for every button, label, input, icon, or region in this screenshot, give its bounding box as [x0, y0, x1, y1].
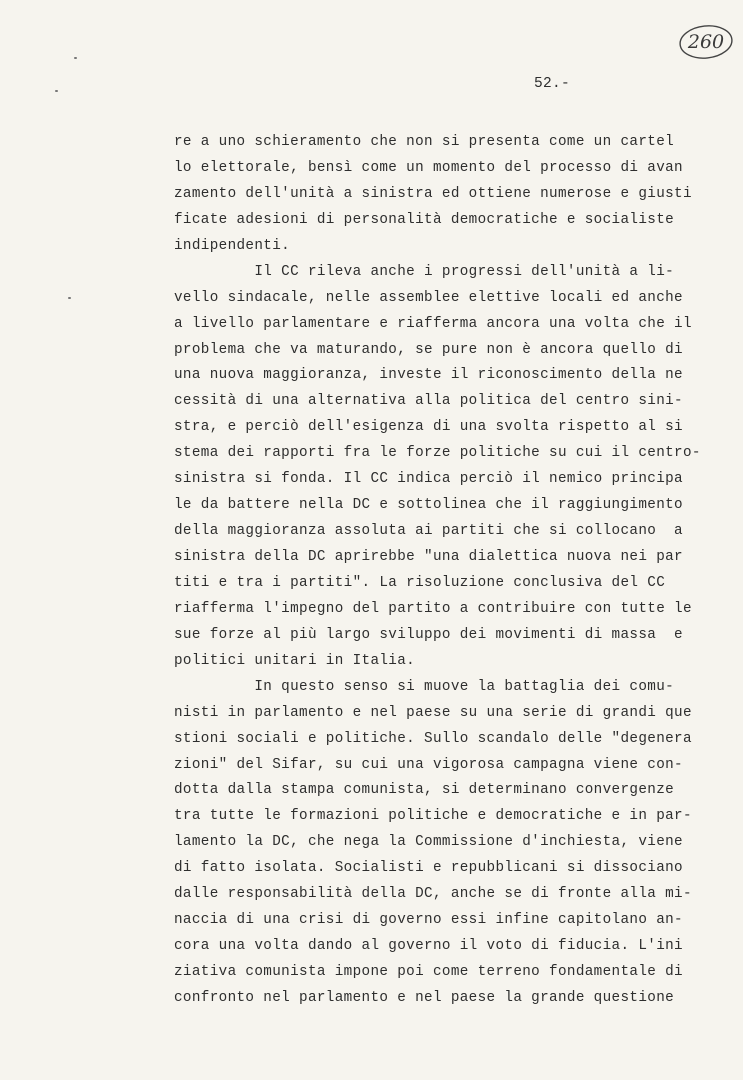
text-line: riafferma l'impegno del partito a contribuire con tutte le [174, 600, 692, 617]
text-line: dotta dalla stampa comunista, si determinano convergenze [174, 782, 675, 799]
text-line: di fatto isolata. Socialisti e repubblicani si dissociano [174, 860, 683, 877]
paper-speck [74, 57, 77, 59]
text-line: sinistra della DC aprirebbe "una dialettica nuova nei par [174, 549, 683, 565]
archive-number-text: 260 [687, 31, 725, 53]
text-line: stioni sociali e politiche. Sullo scandalo delle "degenera [174, 730, 692, 747]
archive-number-stamp [676, 22, 736, 62]
text-line: ficate adesioni di personalità democratiche e socialiste [174, 211, 675, 228]
text-line: stema dei rapporti fra le forze politiche su cui il centro- [174, 445, 701, 462]
text-line: confronto nel parlamento e nel paese la grande questione [174, 989, 675, 1006]
text-line: dalle responsabilità della DC, anche se di fronte alla mi- [174, 886, 692, 903]
text-line: cora una volta dando al governo il voto di fiducia. L'ini [174, 938, 683, 955]
text-line: zioni" del Sifar, su cui una vigorosa campagna viene con- [174, 756, 683, 773]
text-line: sue forze al più largo sviluppo dei movimenti di massa e [174, 626, 683, 643]
text-line: In questo senso si muove la battaglia dei comu- [174, 678, 675, 695]
text-line: problema che va maturando, se pure non è ancora quello di [174, 341, 683, 358]
text-line: lamento la DC, che nega la Commissione d'inchiesta, viene [174, 834, 683, 851]
text-line: lo elettorale, bensì come un momento del processo di avan [174, 159, 683, 176]
text-line: cessità di una alternativa alla politica del centro sini- [174, 393, 683, 410]
text-line: ziativa comunista impone poi come terreno fondamentale di [174, 964, 683, 980]
page-number: 52.- [534, 76, 571, 92]
text-line: a livello parlamentare e riafferma ancora una volta che il [174, 315, 692, 332]
text-line: sinistra si fonda. Il CC indica perciò il nemico principa [174, 471, 683, 488]
text-line: indipendenti. [174, 237, 291, 254]
text-line: zamento dell'unità a sinistra ed ottiene numerose e giusti [174, 185, 692, 202]
text-line: titi e tra i partiti". La risoluzione conclusiva del CC [174, 574, 666, 591]
paper-speck [55, 90, 58, 92]
text-line: della maggioranza assoluta ai partiti che si collocano a [174, 523, 683, 540]
text-line: nisti in parlamento e nel paese su una serie di grandi que [174, 704, 692, 721]
text-line: vello sindacale, nelle assemblee elettive locali ed anche [174, 289, 683, 306]
paper-speck [68, 297, 71, 299]
typewritten-text [174, 130, 701, 1012]
text-line: naccia di una crisi di governo essi infine capitolano an- [174, 912, 683, 929]
text-line: le da battere nella DC e sottolinea che il raggiungimento [174, 497, 683, 514]
text-line: tra tutte le formazioni politiche e democratiche e in par- [174, 808, 692, 825]
text-line: re a uno schieramento che non si presenta come un cartel [174, 134, 675, 150]
text-line: Il CC rileva anche i progressi dell'unità a li- [174, 263, 675, 280]
text-line: stra, e perciò dell'esigenza di una svolta rispetto al si [174, 419, 683, 436]
text-line: politici unitari in Italia. [174, 652, 416, 669]
text-line: una nuova maggioranza, investe il riconoscimento della ne [174, 367, 683, 384]
